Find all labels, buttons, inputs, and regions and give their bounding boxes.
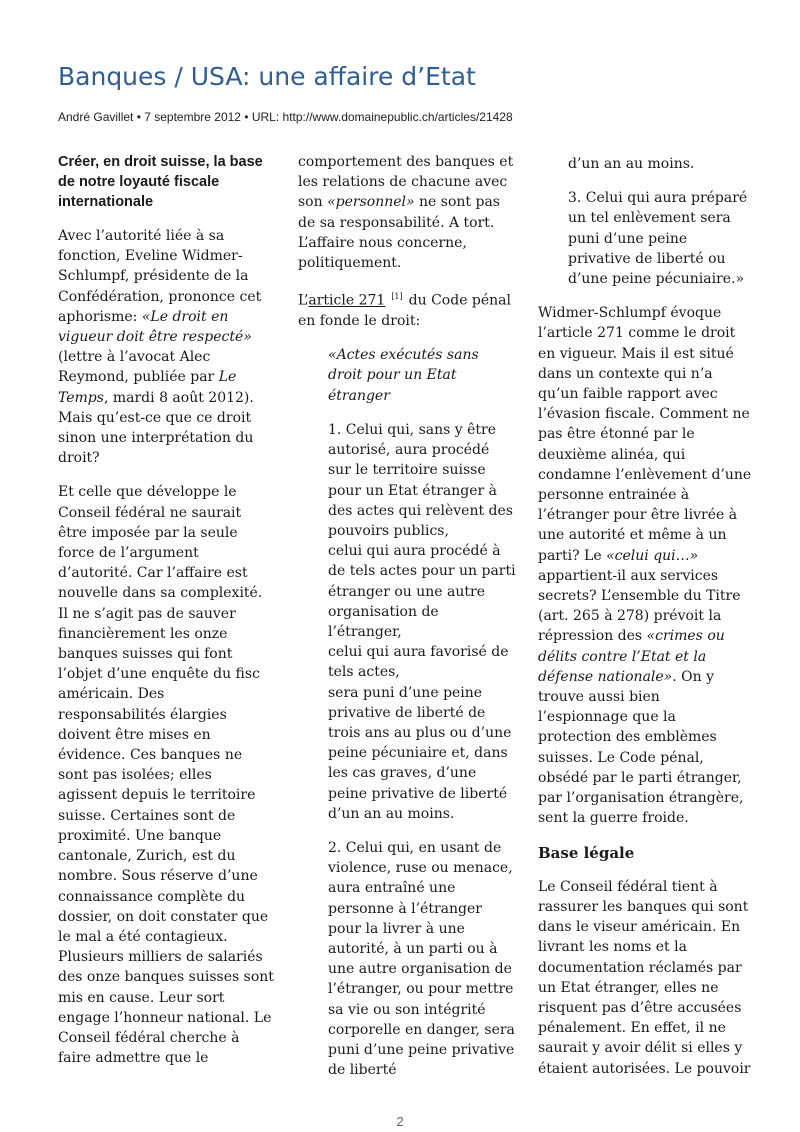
quote-inline: «Le droit en vigueur doit être respecté» bbox=[58, 308, 252, 346]
article-byline: André Gavillet • 7 septembre 2012 • URL: http://www.domainepublic.ch/articles/21428 bbox=[58, 110, 513, 124]
footnote-link[interactable]: [1] bbox=[391, 292, 403, 302]
newspaper-name: Le Temps bbox=[58, 369, 237, 406]
column-2 bbox=[298, 152, 516, 1094]
section-heading: Base légale bbox=[538, 843, 635, 862]
page-number: 2 bbox=[396, 1114, 404, 1129]
article-title: Banques / USA: une affaire d’Etat bbox=[58, 62, 476, 91]
paragraph: comportement des banques et les relations de chacune avec son «personnel» ne sont pas de sa responsabilité. A tort. L’affaire nous concerne, politiquement. bbox=[298, 154, 514, 272]
quote-paragraph: 1. Celui qui, sans y être autorisé, aura procédé sur le territoire suisse pour un Etat étranger à des actes qui relèvent des pouvoirs publics, celui qui aura procédé à de tels actes pour un parti étranger ou une autre organisation de l’étranger, celui qui aura favorisé de tels actes, sera puni d’une peine privative de liberté de trois ans au plus ou d’une peine pécuniaire et, dans les cas graves, d’une peine privative de liberté d’un an au moins. bbox=[328, 421, 516, 822]
paragraph: Avec l’autorité liée à sa fonction, Eveline Widmer-Schlumpf, présidente de la Confédération, prononce cet aphorisme: «Le droit en vigueur doit être respecté» (lettre à l’avocat Alec Reymond, publiée par Le Temps, mardi 8 août 2012). Mais qu’est-ce que ce droit sinon une interprétation du droit? bbox=[58, 228, 262, 467]
paragraph: L’article 271 [1] du Code pénal en fonde le droit: bbox=[298, 292, 512, 330]
paragraph: Widmer-Schlumpf évoque l’article 271 comme le droit en vigueur. Mais il est situé dans un contexte qui n’a qu’un faible rapport avec l’évasion fiscale. Comment ne pas être étonné par le deuxième alinéa, qui condamne l’enlèvement d’une personne entrainée à l’étranger pour être livrée à une autorité et même à un parti? Le «celui qui…» appartient-il aux services secrets? L’ensemble du Titre (art. 265 à 278) prévoit la répression des «crimes ou délits contre l’Etat et la défense nationale». On y trouve aussi bien l’espionnage que la protection des emblèmes suisses. Le Code pénal, obsédé par le parti étranger, par l’organisation étrangère, sent la guerre froide. bbox=[538, 305, 752, 827]
law-quote bbox=[298, 345, 516, 1080]
column-1 bbox=[58, 152, 274, 1082]
law-quote-continued bbox=[538, 154, 752, 289]
article-subtitle: Créer, en droit suisse, la base de notre loyauté fiscale internationale bbox=[58, 154, 263, 210]
quote-title: «Actes exécutés sans droit pour un Etat étranger bbox=[328, 347, 479, 404]
quote-paragraph: 2. Celui qui, en usant de violence, ruse ou menace, aura entraîné une personne à l’étranger pour la livrer à une autorité, à un parti ou à une autre organisation de l’étranger, ou pour mettre sa vie ou son intégrité corporelle en danger, sera puni d’une peine privative de liberté bbox=[328, 839, 515, 1079]
paragraph: Le Conseil fédéral tient à rassurer les banques qui sont dans le viseur américain. En livrant les noms et la documentation réclamés par un Etat étranger, elles ne risquent pas d’être accusées pénalement. En effet, il ne saurait y avoir délit si elles y étaient autorisées. Le pouvoir bbox=[538, 878, 751, 1077]
paragraph: Et celle que développe le Conseil fédéral ne saurait être imposée par la seule force de l’argument d’autorité. Car l’affaire est nouvelle dans sa complexité. Il ne s’agit pas de sauver financièrement les onze banques suisses qui font l’objet d’une enquête du fisc américain. Des responsabilités élargies doivent être mises en évidence. Ces banques ne sont pas isolées; elles agissent depuis le territoire suisse. Certaines sont de proximité. Une banque cantonale, Zurich, est du nombre. Sous réserve d’une connaissance complète du dossier, on doit constater que le mal a été contagieux. Plusieurs milliers de salariés des onze banques suisses sont mis en cause. Leur sort engage l’honneur national. Le Conseil fédéral cherche à faire admettre que le bbox=[58, 484, 274, 1067]
quote-paragraph: d’un an au moins. bbox=[568, 156, 695, 172]
column-3 bbox=[538, 154, 752, 1093]
article-271-link[interactable]: article 271 bbox=[308, 292, 386, 309]
quote-paragraph: 3. Celui qui aura préparé un tel enlèvement sera puni d’une peine privative de liberté ou d’une peine pécuniaire.» bbox=[568, 190, 748, 288]
